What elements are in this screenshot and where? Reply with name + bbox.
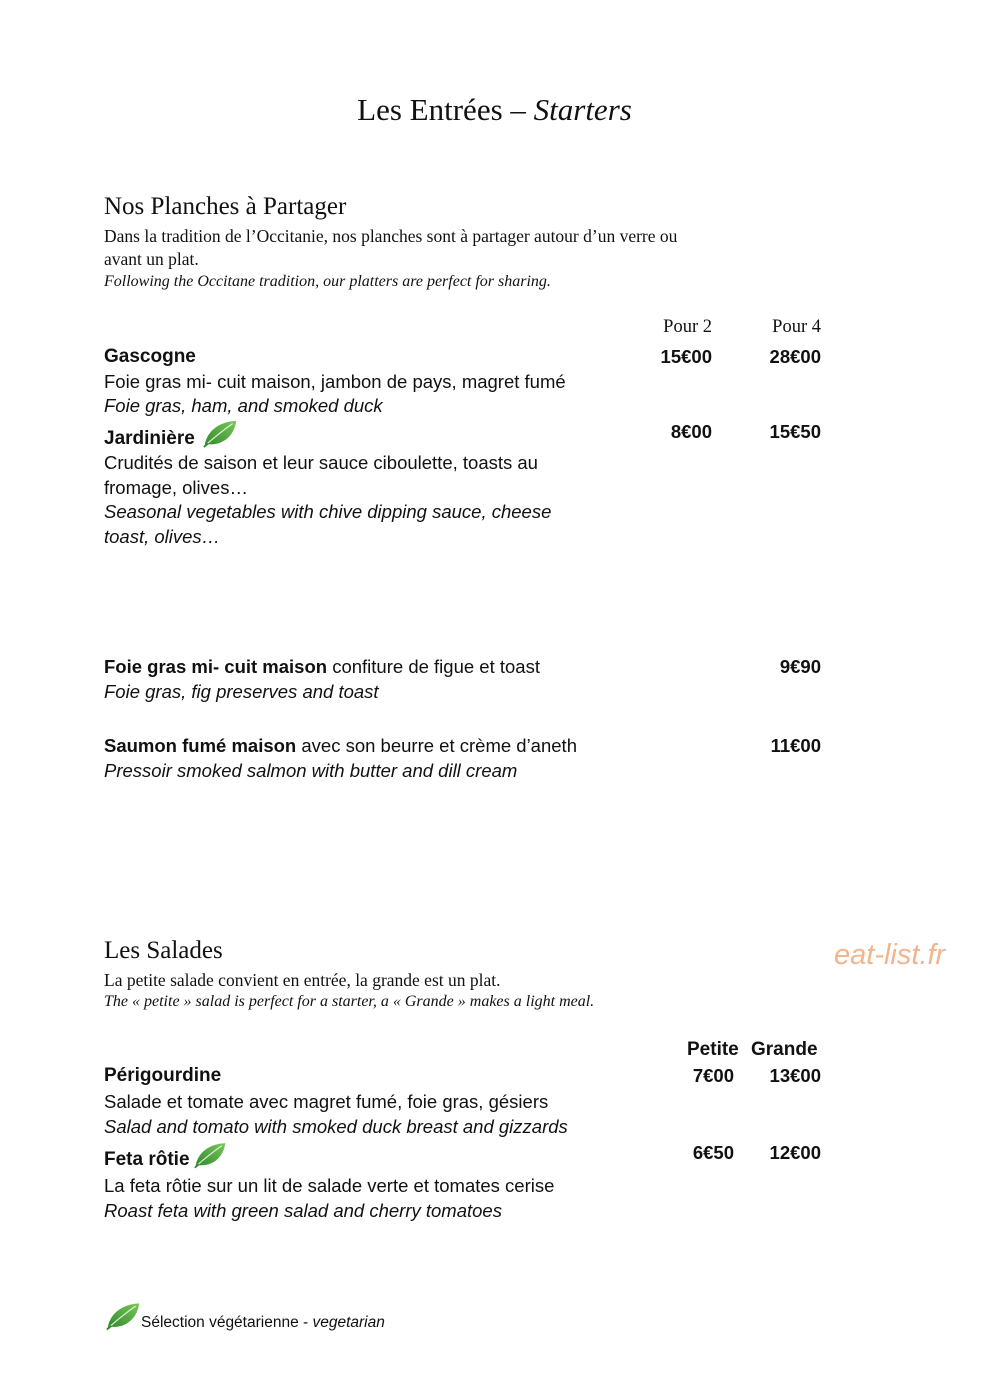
price-gascogne-pour-4: 28€00 [769,346,821,367]
leaf-icon [105,1301,141,1331]
item-name-jardiniere: Jardinière [104,428,195,449]
planches-intro-en: Following the Occitane tradition, our platters are perfect for sharing. [104,273,551,290]
item-desc-en-gascogne: Foie gras, ham, and smoked duck [104,395,383,416]
leaf-icon [202,419,238,448]
item-desc-fr-feta: La feta rôtie sur un lit de salade verte et tomates cerise [104,1175,555,1196]
item-name-saumon: Saumon fumé maison [104,735,297,756]
item-saumon [104,735,577,757]
salades-intro-en: The « petite » salad is perfect for a starter, a « Grande » makes a light meal. [104,993,595,1010]
item-feta [104,1149,227,1171]
item-desc-en-saumon: Pressoir smoked salmon with butter and dill cream [104,760,518,781]
item-desc-en-perigourdine: Salad and tomato with smoked duck breast and gizzards [104,1116,568,1137]
page-title-italic: Starters [533,92,632,127]
leaf-icon [193,1141,227,1169]
column-header-pour-4: Pour 4 [772,317,821,337]
column-header-pour-2: Pour 2 [663,317,712,337]
section-heading-planches: Nos Planches à Partager [104,193,347,220]
item-desc-en-jardiniere-2: toast, olives… [104,526,221,547]
item-foie-gras [104,656,540,678]
page-title [0,92,989,128]
item-desc-fr-perigourdine: Salade et tomate avec magret fumé, foie gras, gésiers [104,1091,549,1112]
item-name-feta: Feta rôtie [104,1149,190,1170]
item-desc-fr-saumon: avec son beurre et crème d’aneth [296,735,577,756]
item-desc-fr-gascogne: Foie gras mi- cuit maison, jambon de pays, magret fumé [104,371,566,392]
legend-vegetarian [141,1314,385,1332]
price-feta-petite: 6€50 [692,1142,734,1163]
section-heading-salades: Les Salades [104,937,223,964]
price-jardiniere-pour-4: 15€50 [769,421,821,442]
price-gascogne-pour-2: 15€00 [660,346,712,367]
watermark: eat-list.fr [834,939,946,971]
salades-intro-fr: La petite salade convient en entrée, la grande est un plat. [104,970,501,990]
item-desc-en-jardiniere-1: Seasonal vegetables with chive dipping sauce, cheese [104,501,552,522]
legend-text: Sélection végétarienne - [141,1314,313,1331]
item-jardiniere [104,428,238,450]
planches-intro-fr-2: avant un plat. [104,249,199,269]
item-desc-en-feta: Roast feta with green salad and cherry tomatoes [104,1200,502,1221]
item-name-foie-gras: Foie gras mi- cuit maison [104,656,328,677]
price-perigourdine-petite: 7€00 [692,1065,734,1086]
price-saumon: 11€00 [770,735,821,756]
price-foie-gras: 9€90 [779,656,821,677]
price-feta-grande: 12€00 [769,1142,821,1163]
price-perigourdine-grande: 13€00 [769,1065,821,1086]
column-header-grande: Grande [751,1039,818,1060]
item-name-perigourdine: Périgourdine [104,1065,222,1086]
column-header-petite: Petite [687,1039,739,1060]
item-desc-en-foie-gras: Foie gras, fig preserves and toast [104,681,379,702]
item-desc-fr-foie-gras: confiture de figue et toast [327,656,540,677]
price-jardiniere-pour-2: 8€00 [670,421,712,442]
page-title-main: Les Entrées – [357,92,534,127]
legend-italic: vegetarian [312,1314,385,1331]
item-desc-fr-jardiniere-2: fromage, olives… [104,477,248,498]
item-name-gascogne: Gascogne [104,346,196,367]
item-desc-fr-jardiniere-1: Crudités de saison et leur sauce ciboulette, toasts au [104,452,538,473]
planches-intro-fr-1: Dans la tradition de l’Occitanie, nos planches sont à partager autour d’un verre ou [104,226,678,246]
